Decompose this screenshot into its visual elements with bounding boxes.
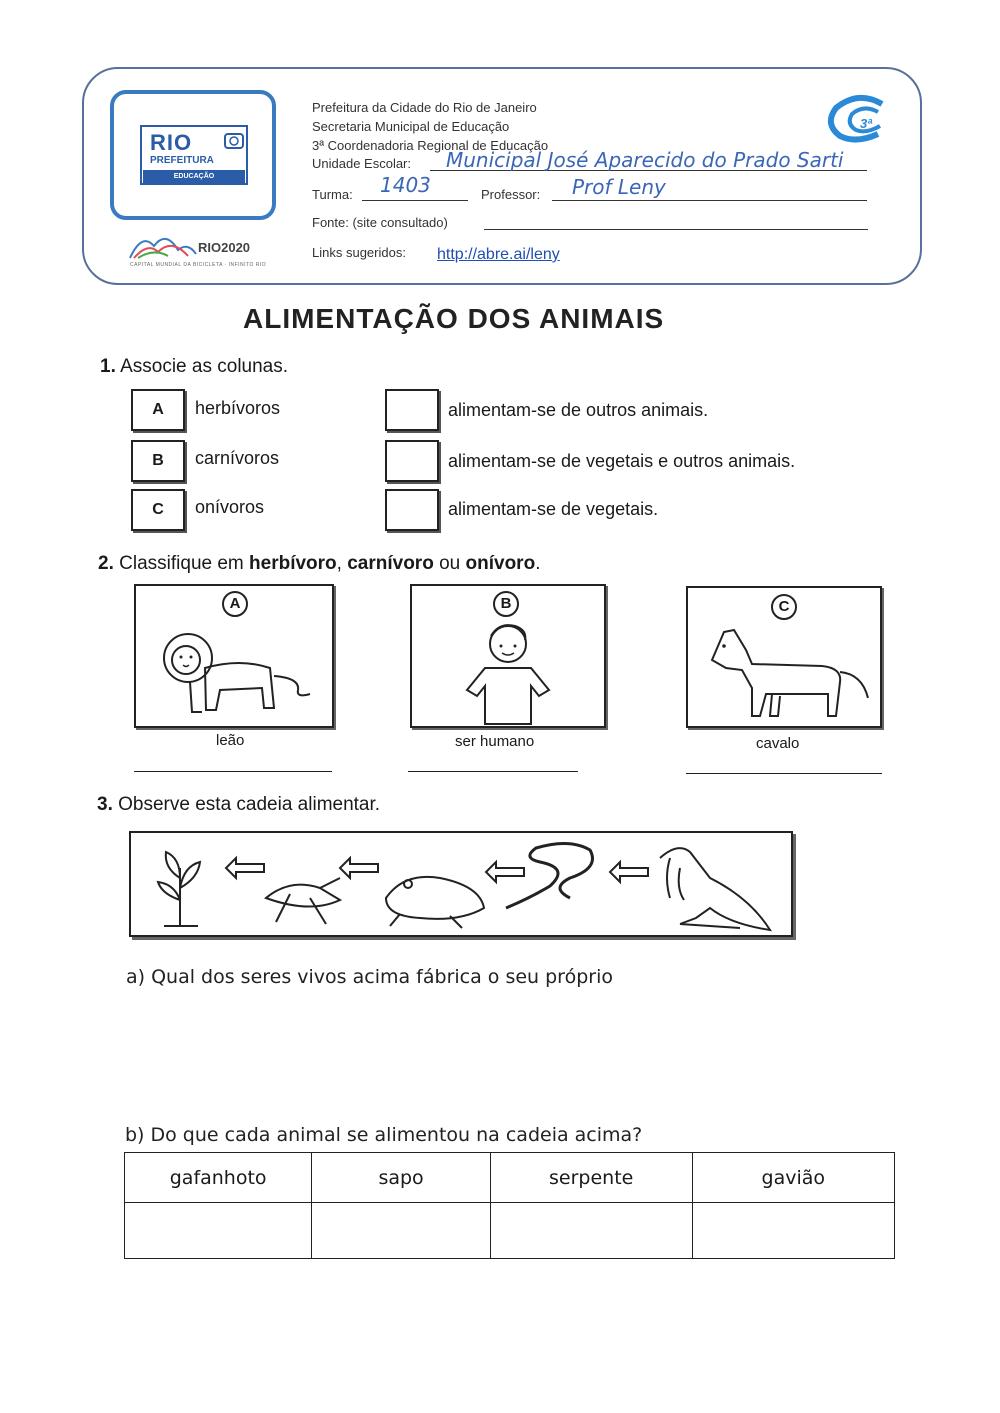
- q1-letter-box: A: [131, 389, 185, 431]
- plant-icon: [158, 852, 200, 926]
- answer-line-lion[interactable]: [134, 771, 332, 772]
- unidade-value[interactable]: Municipal José Aparecido do Prado Sarti: [446, 148, 844, 172]
- horse-illustration-icon: [702, 620, 872, 720]
- cre-logo-icon: [822, 94, 894, 146]
- table-header-cell: serpente: [490, 1153, 692, 1203]
- fonte-label: Fonte: (site consultado): [312, 215, 448, 230]
- q1-heading: [100, 356, 288, 378]
- rio2020-logo-text: RIO2020: [198, 240, 251, 255]
- grasshopper-icon: [266, 878, 340, 924]
- table-header-cell: gafanhoto: [125, 1153, 312, 1203]
- arrow-left-icon: [486, 862, 524, 882]
- logo-educacao-text: EDUCAÇÃO: [143, 170, 245, 183]
- answer-line-horse[interactable]: [686, 773, 882, 774]
- table-answer-row: [125, 1203, 895, 1259]
- q1-right-label: alimentam-se de outros animais.: [448, 400, 709, 420]
- food-table: [124, 1152, 895, 1259]
- cre-badge: 3ª: [860, 116, 873, 131]
- table-answer-cell[interactable]: [312, 1203, 490, 1259]
- table-answer-cell[interactable]: [692, 1203, 894, 1259]
- animal-caption: cavalo: [756, 735, 800, 752]
- table-header-cell: gavião: [692, 1153, 894, 1203]
- q3-text: Observe esta cadeia alimentar.: [118, 794, 381, 815]
- table-answer-cell[interactable]: [125, 1203, 312, 1259]
- animal-letter: A: [222, 591, 248, 617]
- q3-number: 3.: [97, 794, 113, 815]
- q1-left-label: carnívoros: [195, 448, 280, 468]
- professor-value[interactable]: Prof Leny: [572, 175, 666, 199]
- header-line-3: 3ª Coordenadoria Regional de Educação: [312, 138, 549, 153]
- q2-text: Classifique em: [119, 553, 250, 574]
- q1-right-label: alimentam-se de vegetais e outros animais.: [448, 451, 796, 471]
- rio2020-subtitle: CAPITAL MUNDIAL DA BICICLETA · INFINITO RIO: [130, 262, 267, 268]
- turma-line: [362, 200, 468, 201]
- q1-answer-box[interactable]: [385, 489, 439, 531]
- q2-sep: ,: [336, 553, 348, 574]
- rio2020-mountains-icon: [128, 228, 198, 262]
- q2-carnivoro: carnívoro: [347, 553, 434, 574]
- turma-label: Turma:: [312, 187, 353, 202]
- table-header-row: [125, 1153, 895, 1203]
- q2-onivoro: onívoro: [465, 553, 536, 574]
- frog-icon: [386, 877, 484, 928]
- professor-line: [552, 200, 867, 201]
- header-line-1: Prefeitura da Cidade do Rio de Janeiro: [312, 100, 537, 115]
- q2-heading: [98, 553, 540, 575]
- professor-label: Professor:: [481, 187, 541, 202]
- arrow-left-icon: [226, 858, 264, 878]
- page-title: ALIMENTAÇÃO DOS ANIMAIS: [243, 303, 665, 334]
- arrow-left-icon: [340, 858, 378, 878]
- q1-letter-box: B: [131, 440, 185, 482]
- animal-caption: ser humano: [455, 733, 535, 750]
- links-label: Links sugeridos:: [312, 245, 406, 260]
- q1-text: Associe as colunas.: [120, 356, 289, 377]
- question-a: a) Qual dos seres vivos acima fábrica o seu próprio: [126, 966, 613, 988]
- header-line-2: Secretaria Municipal de Educação: [312, 119, 510, 134]
- animal-letter: B: [493, 591, 519, 617]
- animal-letter: C: [771, 594, 797, 620]
- arrow-left-icon: [610, 862, 648, 882]
- food-chain-illustration: [150, 838, 790, 934]
- q1-answer-box[interactable]: [385, 389, 439, 431]
- q2-end: .: [535, 553, 541, 574]
- unidade-label: Unidade Escolar:: [312, 156, 411, 171]
- q2-herbivoro: herbívoro: [249, 553, 337, 574]
- q1-left-label: herbívoros: [195, 398, 281, 418]
- table-answer-cell[interactable]: [490, 1203, 692, 1259]
- q1-number: 1.: [100, 356, 116, 377]
- hawk-icon: [660, 848, 770, 930]
- turma-value[interactable]: 1403: [380, 173, 431, 197]
- city-crest-icon: [222, 130, 246, 152]
- table-header-cell: sapo: [312, 1153, 490, 1203]
- q2-sep: ou: [433, 553, 466, 574]
- q1-left-label: onívoros: [195, 497, 265, 517]
- q1-answer-box[interactable]: [385, 440, 439, 482]
- q1-letter-box: C: [131, 489, 185, 531]
- question-b: b) Do que cada animal se alimentou na cadeia acima?: [125, 1124, 643, 1146]
- lion-illustration-icon: [150, 628, 320, 722]
- q2-number: 2.: [98, 553, 114, 574]
- fonte-line: [484, 229, 868, 230]
- q3-heading: [97, 794, 380, 816]
- human-illustration-icon: [455, 620, 561, 726]
- logo-rio-text: RIO: [150, 130, 193, 155]
- logo-prefeitura-text: PREFEITURA: [150, 155, 214, 166]
- q1-right-label: alimentam-se de vegetais.: [448, 499, 659, 519]
- suggested-link[interactable]: http://abre.ai/leny: [437, 246, 560, 263]
- animal-caption: leão: [216, 732, 245, 749]
- answer-line-human[interactable]: [408, 771, 578, 772]
